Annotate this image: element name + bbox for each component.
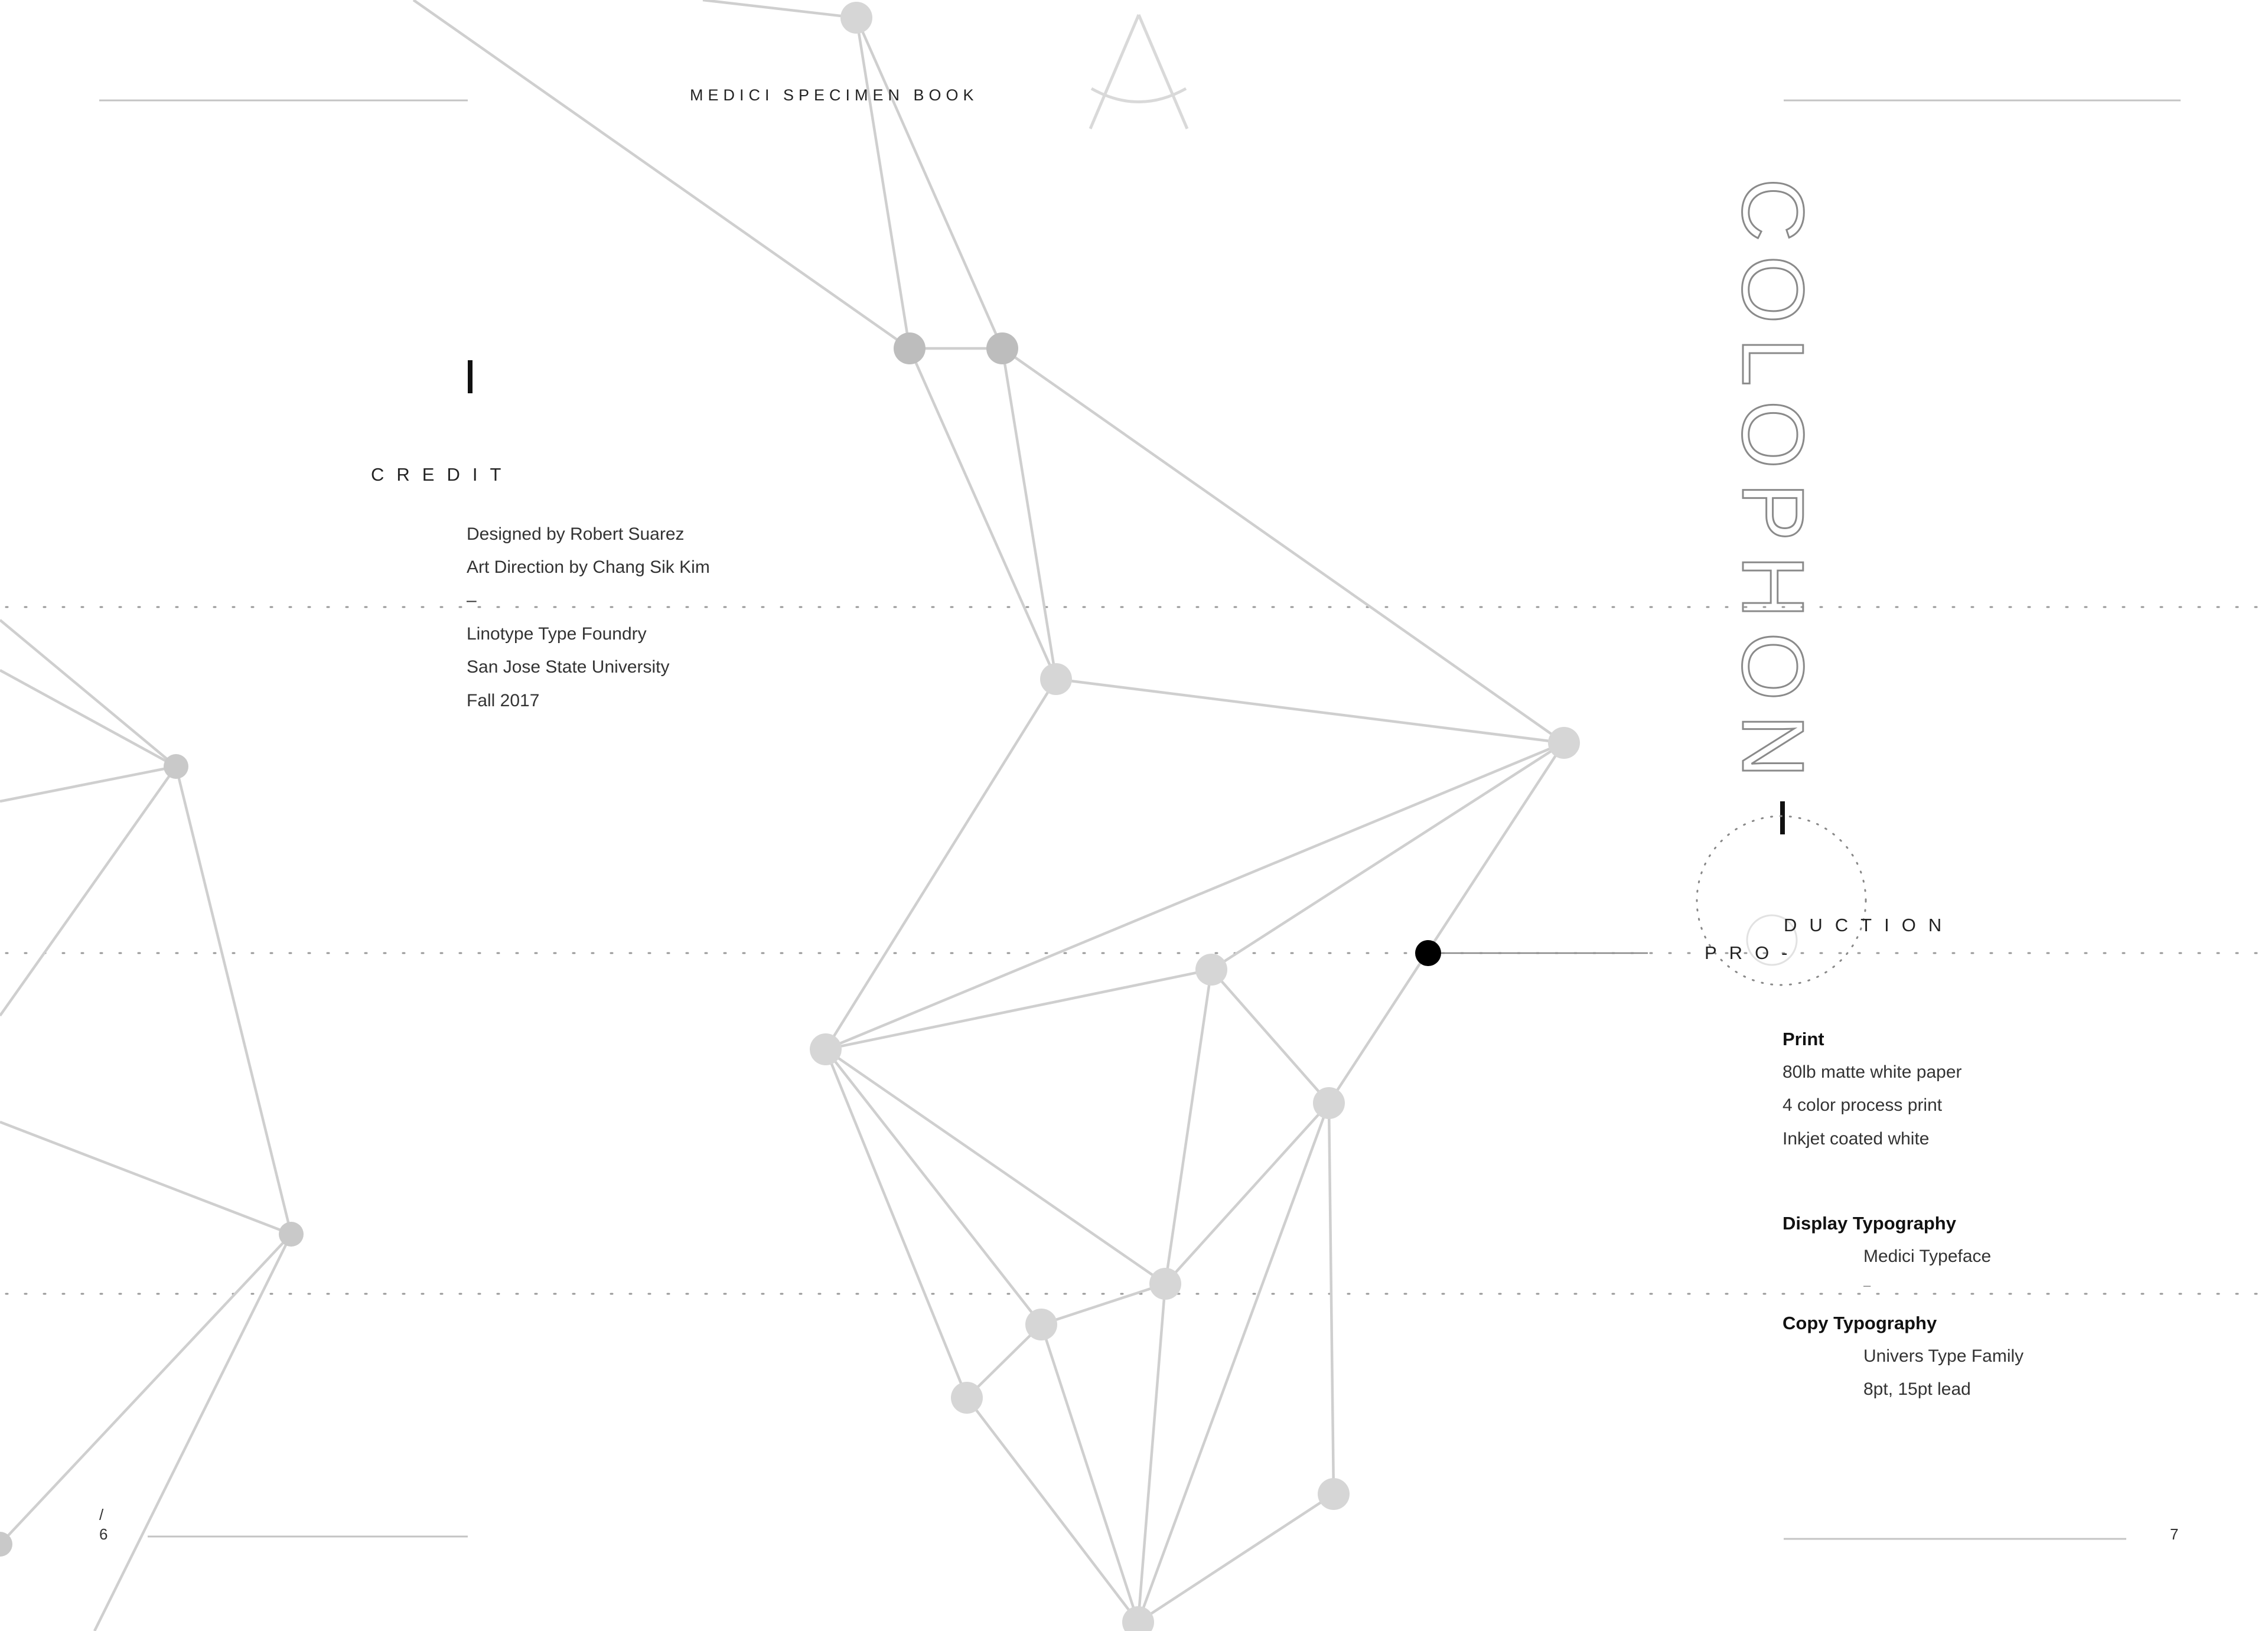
copy-typography-line: Univers Type Family xyxy=(1863,1346,2024,1366)
accent-node xyxy=(1415,940,1441,966)
dotted-guides xyxy=(6,607,2268,1294)
credit-line: San Jose State University xyxy=(467,657,670,677)
network-node xyxy=(1548,727,1580,759)
network-node xyxy=(894,332,926,364)
production-label-part2: DUCTION xyxy=(1784,915,1954,935)
network-node xyxy=(164,754,188,779)
network-node xyxy=(1025,1309,1057,1340)
credit-line: Art Direction by Chang Sik Kim xyxy=(467,557,710,577)
page-number-right: 7 xyxy=(2170,1525,2179,1543)
credit-label: CREDIT xyxy=(371,464,514,485)
network-nodes xyxy=(0,2,1580,1631)
network-node xyxy=(0,1532,12,1557)
book-title: MEDICI SPECIMEN BOOK xyxy=(690,86,979,104)
network-node xyxy=(1318,1478,1350,1510)
credit-line: – xyxy=(467,591,477,610)
folio-slash: / xyxy=(99,1506,104,1524)
network-node xyxy=(986,332,1018,364)
network-node xyxy=(279,1222,304,1247)
display-typography-line: Medici Typeface xyxy=(1863,1247,1992,1266)
copy-typography-line: 8pt, 15pt lead xyxy=(1863,1379,1971,1399)
print-line: Inkjet coated white xyxy=(1783,1129,1930,1149)
copy-typography-heading: Copy Typography xyxy=(1783,1313,1937,1333)
network-node xyxy=(951,1382,983,1414)
display-typography-dash: – xyxy=(1863,1278,1871,1293)
network-node xyxy=(810,1033,842,1065)
print-line: 4 color process print xyxy=(1783,1095,1943,1115)
colophon-title-text: COLOPHON xyxy=(1724,178,1821,792)
network-node xyxy=(1195,954,1227,986)
network-node xyxy=(1149,1268,1181,1300)
network-node xyxy=(1122,1606,1154,1631)
credit-line: Designed by Robert Suarez xyxy=(467,524,685,544)
page-number-left: 6 xyxy=(99,1525,108,1543)
credit-line: Linotype Type Foundry xyxy=(467,624,647,644)
credit-marker xyxy=(468,360,472,393)
production-label-part1: PRO- xyxy=(1705,942,1800,963)
logo-a-icon xyxy=(1090,15,1187,129)
network-node xyxy=(1040,663,1072,695)
production-marker xyxy=(1780,801,1785,834)
network-node xyxy=(1313,1087,1345,1119)
credit-line: Fall 2017 xyxy=(467,691,540,710)
network-node xyxy=(840,2,872,34)
print-heading: Print xyxy=(1783,1029,1824,1049)
print-line: 80lb matte white paper xyxy=(1783,1062,1962,1082)
display-typography-heading: Display Typography xyxy=(1783,1213,1956,1234)
